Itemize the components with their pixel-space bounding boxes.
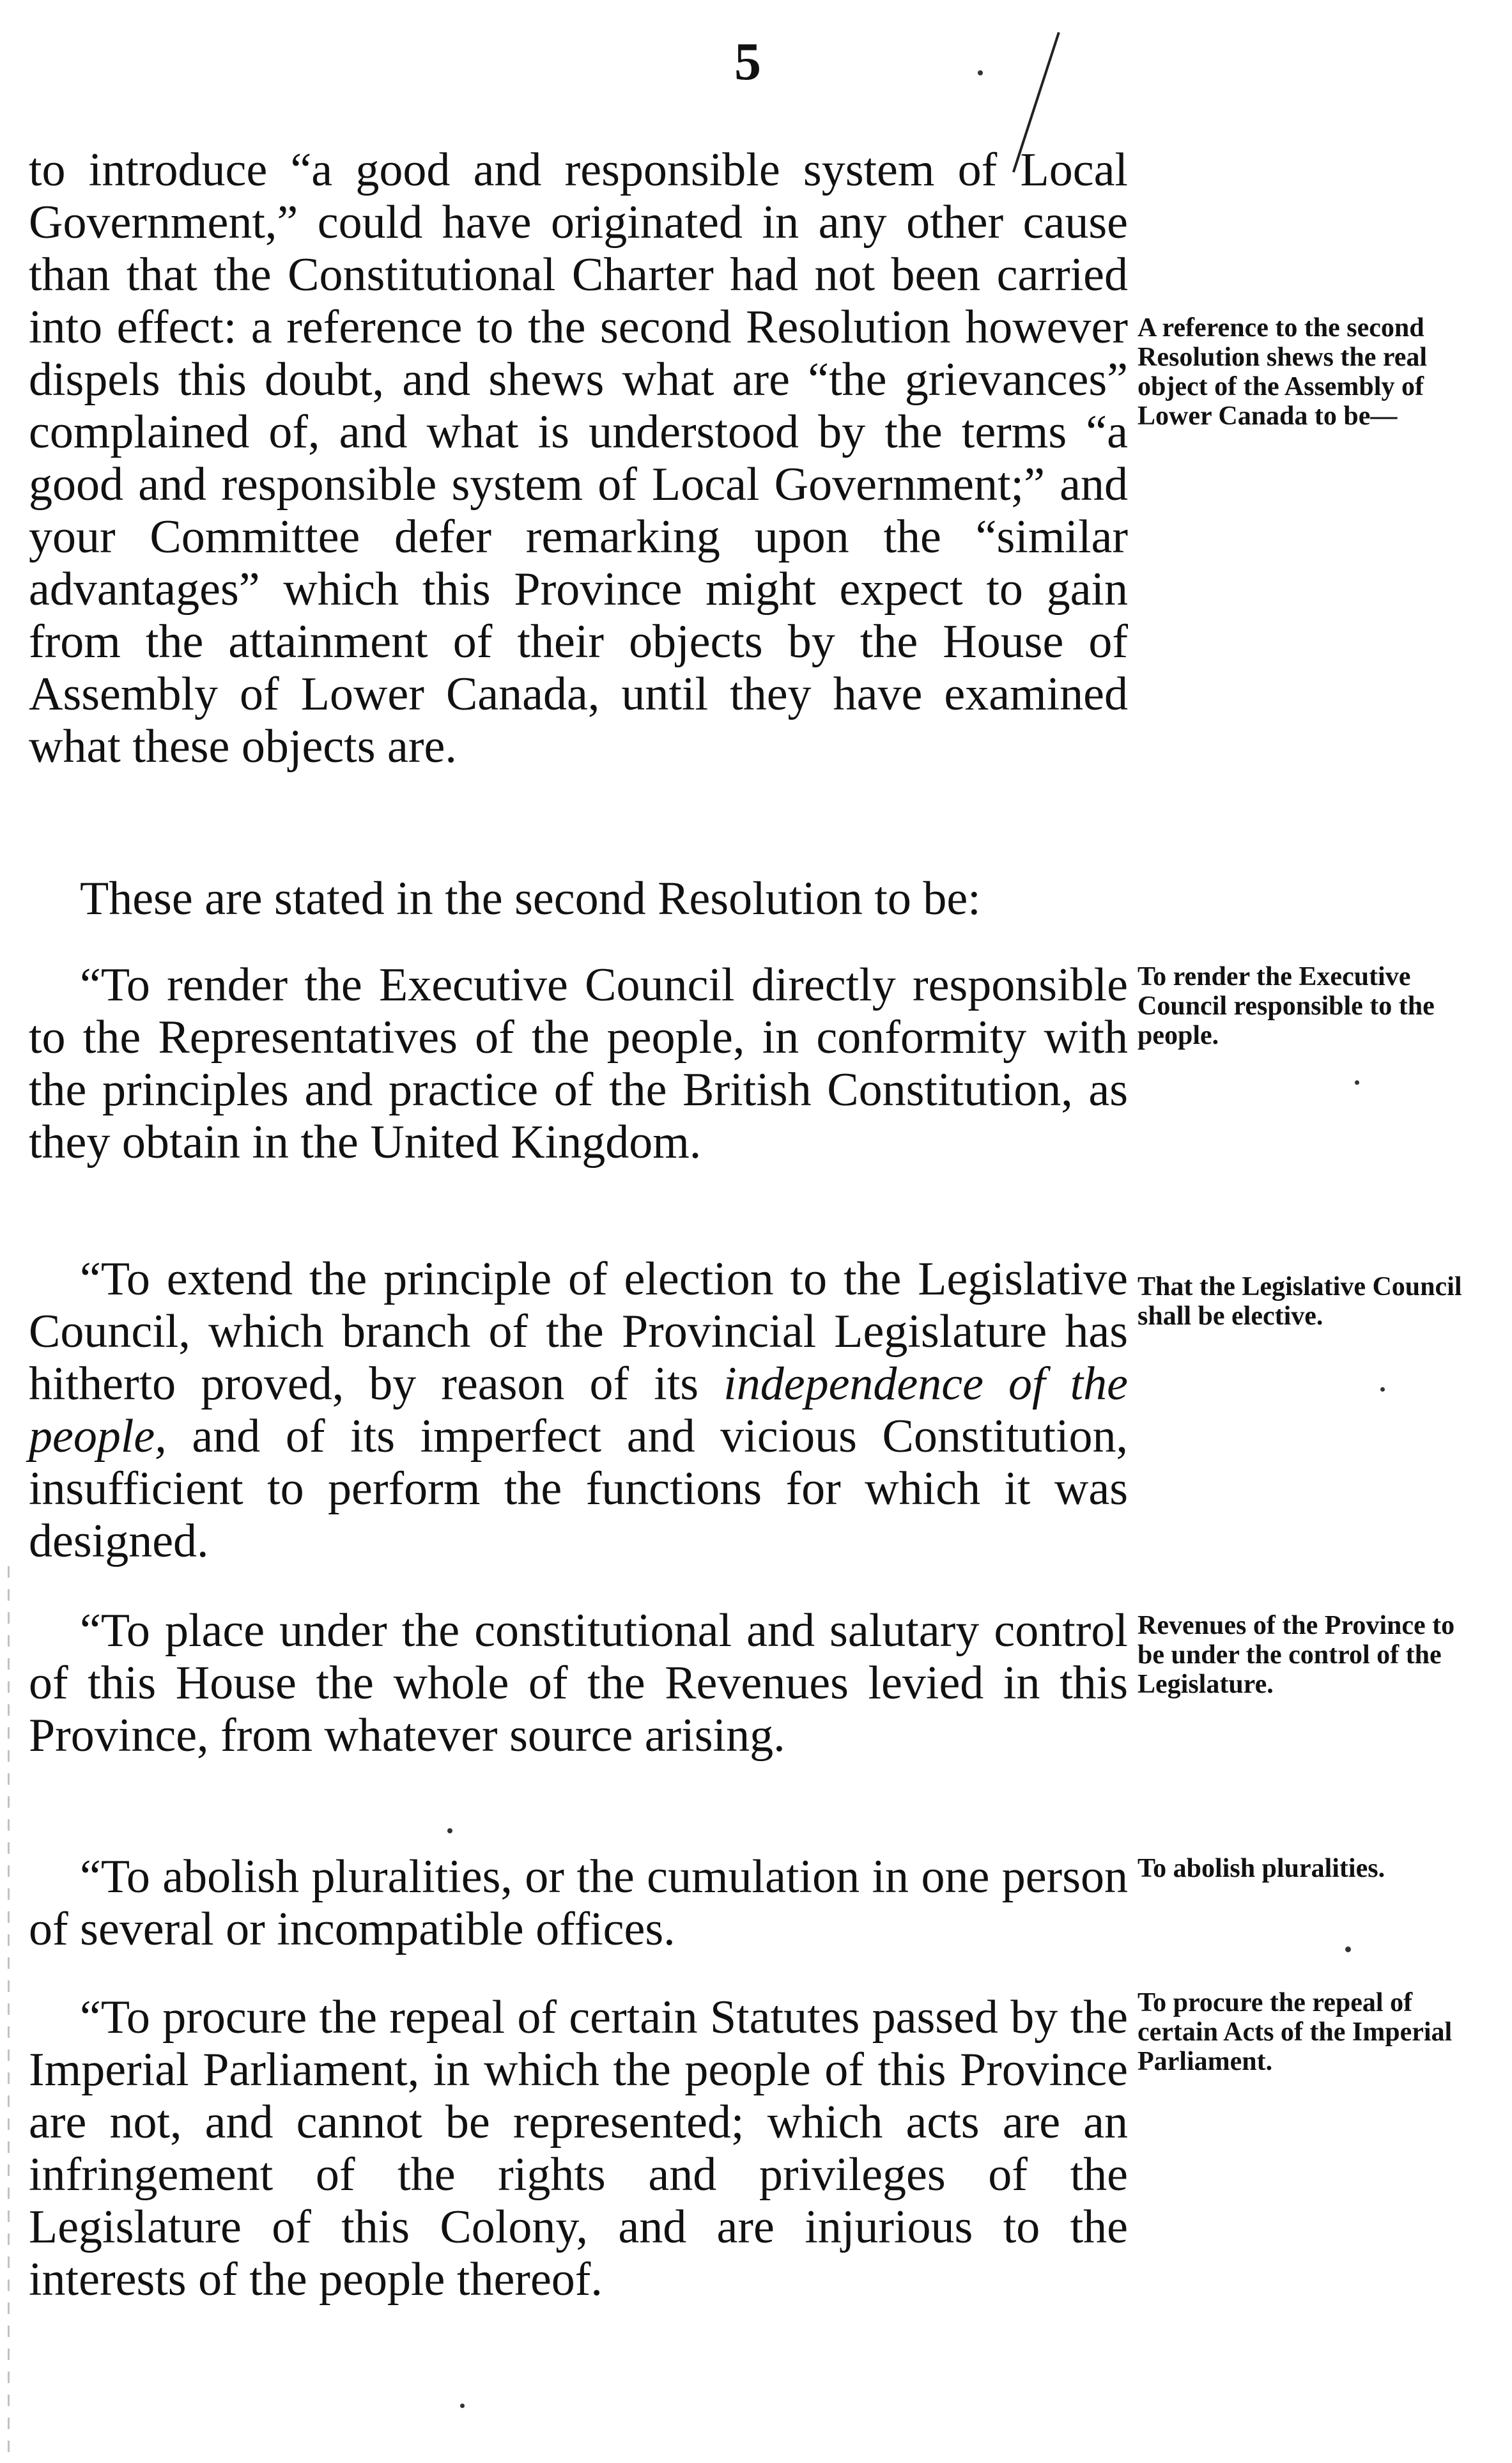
paragraph-4-emphasis: independence of the people, [29, 1358, 1129, 1463]
margin-note-1: A reference to the second Resolution shews the real object of the Assembly of Lower Canada to be— [1138, 313, 1428, 431]
scan-speck [447, 1828, 452, 1833]
paragraph-4-text-b: and of its imperfect and vicious Constitution, insufficient to perform the functions for which it was designed. [29, 1410, 1129, 1567]
paragraph-5: “To place under the constitutional and salutary control of this House the whole of the Revenues levied in this Province, from whatever source arising. [29, 1604, 1128, 1762]
paragraph-7: “To procure the repeal of certain Statutes passed by the Imperial Parliament, in which the people of this Province are not, and cannot be represented; which acts are an infringement of the rights and privileges of the Legislature of this Colony, and are injurious to the interests of the people thereof. [29, 1991, 1128, 2306]
paragraph-1: to introduce “a good and responsible system of Local Government,” could have originated in any other cause than that the Constitutional Charter had not been carried into effect: a reference to the second Resolution however dispels this doubt, and shews what are “the grievances” complained of, and what is understood by the terms “a good and responsible system of Local Government;” and your Committee defer remarking upon the “similar advantages” which this Province might expect to gain from the attainment of their objects by the House of Assembly of Lower Canada, until they have examined what these objects are. [29, 144, 1128, 773]
scan-speck [1345, 1946, 1351, 1952]
scan-speck [460, 2404, 465, 2408]
paragraph-3: “To render the Executive Council directly responsible to the Representatives of the people, in conformity with the principles and practice of the British Constitution, as they obtain in the United Kingdom. [29, 959, 1128, 1169]
scan-speck [1355, 1080, 1359, 1085]
margin-note-4: Revenues of the Province to be under the control of the Legislature. [1138, 1611, 1455, 1699]
page-number: 5 [734, 32, 761, 91]
scan-speck [978, 70, 983, 75]
paragraph-4-text-a: “To extend the principle of election to the Legislative Council, which branch of the Provincial Legislature has hitherto proved, by reason of its [29, 1253, 1128, 1410]
paragraph-6: “To abolish pluralities, or the cumulation in one person of several or incompatible offices. [29, 1851, 1128, 1955]
margin-note-3: That the Legislative Council shall be elective. [1138, 1272, 1462, 1331]
margin-note-5: To abolish pluralities. [1138, 1854, 1385, 1883]
paragraph-2: These are stated in the second Resolution to be: [80, 873, 981, 925]
margin-note-6: To procure the repeal of certain Acts of the Imperial Parliament. [1138, 1988, 1453, 2076]
scan-speck [1380, 1387, 1385, 1392]
margin-note-2: To render the Executive Council responsible to the people. [1138, 962, 1435, 1050]
paragraph-4 [29, 1253, 1128, 1567]
binding-edge-mark [8, 1566, 10, 2461]
